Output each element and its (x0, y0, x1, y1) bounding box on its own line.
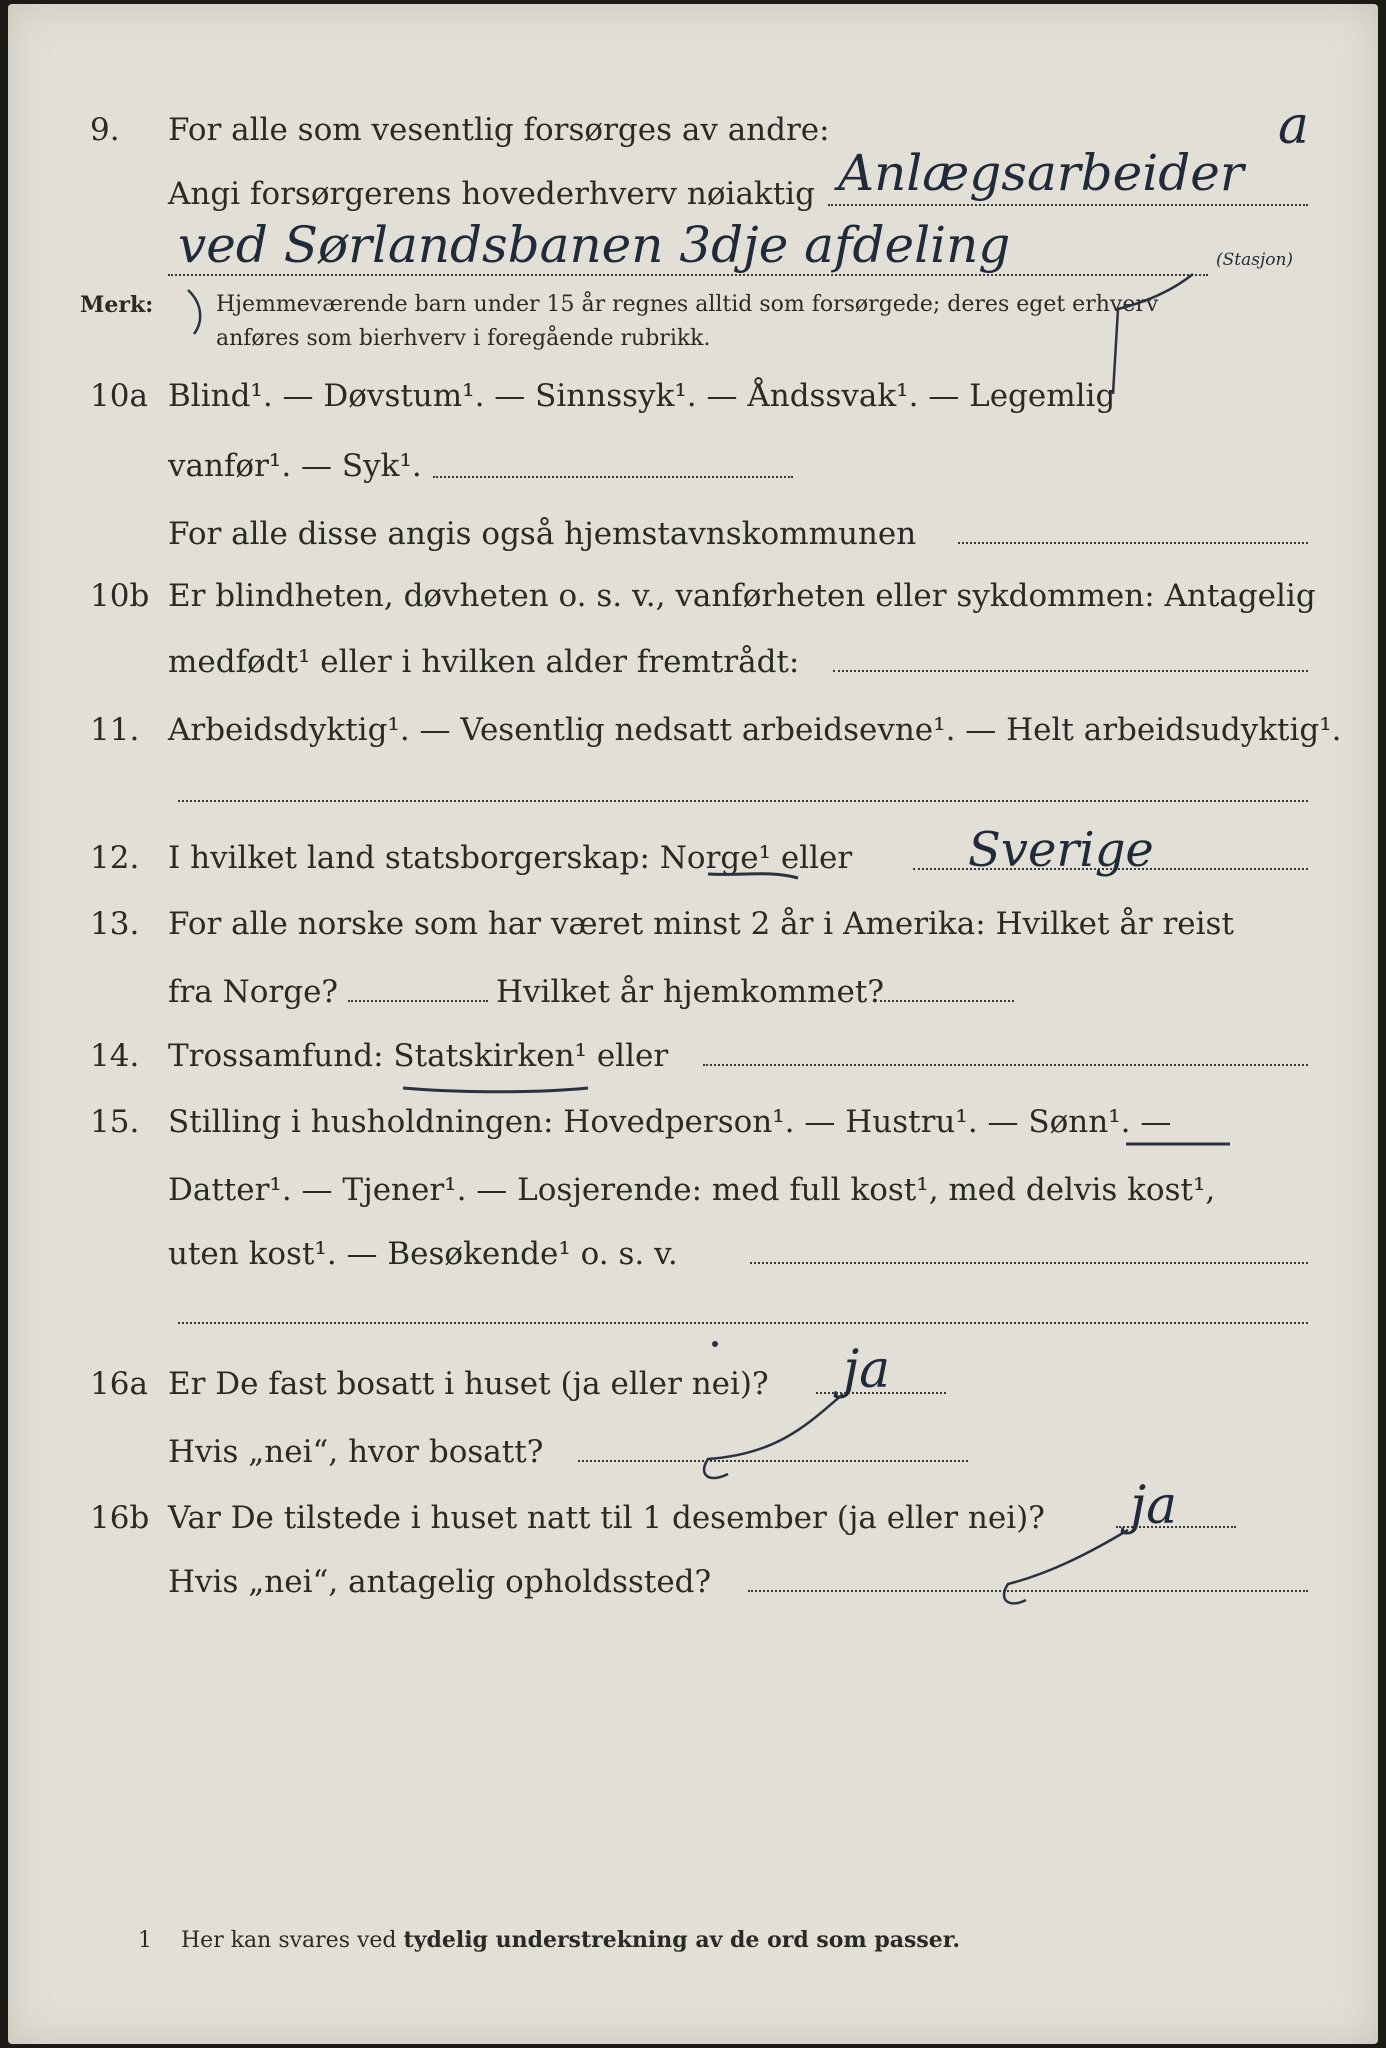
q12-number: 12. (90, 840, 140, 876)
q15-number: 15. (90, 1104, 140, 1140)
census-form-page (8, 4, 1378, 2044)
merk-label: Merk: (80, 292, 154, 318)
merk-text-1: Hjemmeværende barn under 15 år regnes alltid som forsørgede; deres eget erhverv (216, 292, 1159, 317)
q10a-text-2: vanfør¹. — Syk¹. (168, 448, 422, 484)
q12-handwritten-answer: Sverige (968, 822, 1154, 878)
q9-text-1: For alle som vesentlig forsørges av andre: (168, 112, 830, 148)
q16b-text-2: Hvis „nei“, antagelig opholdssted? (168, 1564, 712, 1600)
q9-text-2: Angi forsørgerens hovederhverv nøiaktig (168, 176, 815, 212)
q14-text-1: Trossamfund: Statskirken¹ eller (168, 1038, 669, 1074)
q16a-text-1: Er De fast bosatt i huset (ja eller nei)? (168, 1366, 769, 1402)
q15-text-1: Stilling i husholdningen: Hovedperson¹. — Hustru¹. — Sønn¹. — (168, 1104, 1172, 1140)
q14-number: 14. (90, 1038, 140, 1074)
q9-handwritten-answer-1: Anlægsarbeider (838, 144, 1244, 202)
q10a-text-3: For alle disse angis også hjemstavnskommunen (168, 516, 917, 552)
q16a-number: 16a (90, 1366, 148, 1402)
footnote-marker: 1 (138, 1928, 152, 1953)
q15-text-2: Datter¹. — Tjener¹. — Losjerende: med full kost¹, med delvis kost¹, (168, 1172, 1216, 1208)
q13-text-1: For alle norske som har været minst 2 år i Amerika: Hvilket år reist (168, 906, 1234, 942)
q10b-text-1: Er blindheten, døvheten o. s. v., vanførheten eller sykdommen: Antagelig (168, 578, 1316, 614)
q9-number: 9. (90, 112, 120, 148)
q9-handwritten-mark: a (1278, 96, 1310, 156)
q16a-text-2: Hvis „nei“, hvor bosatt? (168, 1434, 544, 1470)
q10b-number: 10b (90, 578, 150, 614)
q16a-handwritten-answer: ja (843, 1340, 891, 1400)
q16b-text-1: Var De tilstede i huset natt til 1 desember (ja eller nei)? (168, 1500, 1045, 1536)
q11-text-1: Arbeidsdyktig¹. — Vesentlig nedsatt arbeidsevne¹. — Helt arbeidsudyktig¹. (168, 712, 1342, 748)
pen-marks (8, 4, 1378, 2044)
footnote-text-a: Her kan svares ved (181, 1928, 404, 1953)
q13-text-2a: fra Norge? (168, 974, 339, 1010)
q12-text-1: I hvilket land statsborgerskap: Norge¹ eller (168, 840, 853, 876)
q9-handwritten-answer-2: ved Sørlandsbanen 3dje afdeling (178, 216, 1011, 274)
q13-text-2b: Hvilket år hjemkommet? (496, 974, 884, 1010)
q13-number: 13. (90, 906, 140, 942)
footnote-text-b: tydelig understrekning av de ord som passer. (403, 1927, 961, 1953)
q15-text-3: uten kost¹. — Besøkende¹ o. s. v. (168, 1236, 678, 1272)
q9-handwritten-side-note: (Stasjon) (1216, 250, 1294, 270)
q10b-text-2: medfødt¹ eller i hvilken alder fremtrådt: (168, 644, 800, 680)
q10a-text-1: Blind¹. — Døvstum¹. — Sinnssyk¹. — Åndssvak¹. — Legemlig (168, 378, 1116, 414)
merk-text-2: anføres som bierhverv i foregående rubrikk. (216, 326, 711, 351)
q11-number: 11. (90, 712, 140, 748)
q16b-number: 16b (90, 1500, 150, 1536)
q10a-number: 10a (90, 378, 148, 414)
q16b-handwritten-answer: ja (1130, 1476, 1178, 1536)
footnote (138, 1927, 960, 1953)
